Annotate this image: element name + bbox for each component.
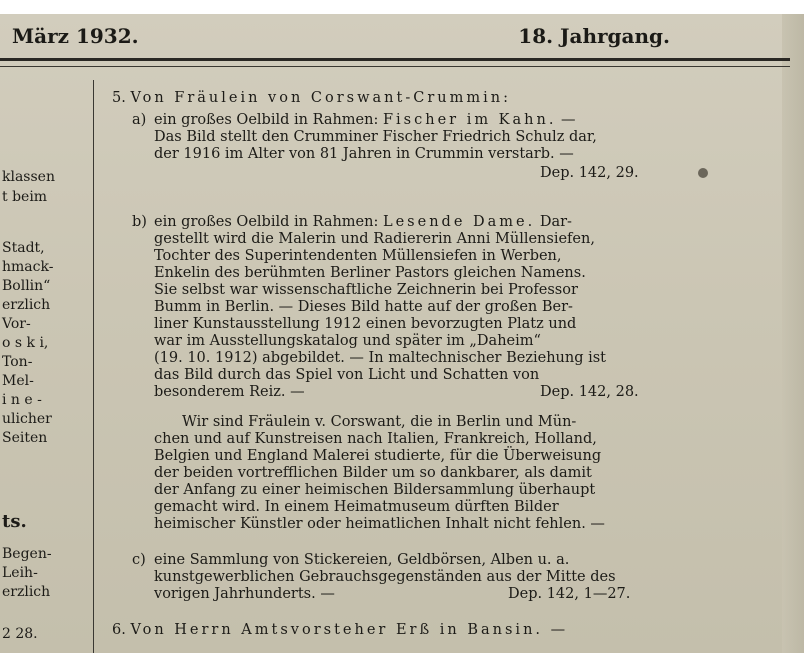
item-a-reference: Dep. 142, 29. — [540, 165, 639, 181]
scanned-page — [0, 14, 804, 653]
item-c-line: vorigen Jahrhunderts. — — [154, 586, 335, 602]
para-line: der beiden vortrefflichen Bilder um so dankbarer, als damit — [154, 465, 592, 481]
item-c-label: c) — [132, 552, 146, 568]
item-b-line: war im Ausstellungskatalog und später im „Daheim“ — [154, 333, 541, 349]
header-rule-thick — [0, 58, 790, 61]
left-column-fragment: i n e - — [2, 392, 42, 408]
left-column-fragment: Mel- — [2, 373, 34, 389]
item-b-line: Bumm in Berlin. — Dieses Bild hatte auf der großen Ber- — [154, 299, 573, 315]
item5-heading — [112, 90, 511, 107]
para-line: gemacht wird. In einem Heimatmuseum dürften Bilder — [154, 499, 559, 515]
left-column-fragments — [0, 14, 90, 653]
left-column-fragment: Bollin“ — [2, 278, 51, 294]
item-b-line: besonderem Reiz. — — [154, 384, 305, 400]
item-b-text: ein großes Oelbild in Rahmen: — [154, 214, 383, 230]
left-column-fragment: ulicher — [2, 411, 52, 427]
left-column-fragment: Vor- — [2, 316, 31, 332]
para-line: chen und auf Kunstreisen nach Italien, Frankreich, Holland, — [154, 431, 597, 447]
item5-number: 5. — [112, 90, 126, 106]
left-column-fragment: Stadt, — [2, 240, 45, 256]
left-column-fragment: erzlich — [2, 297, 51, 313]
item-c-line: eine Sammlung von Stickereien, Geldbörsen, Alben u. a. — [154, 552, 570, 568]
item-b-line: Enkelin des berühmten Berliner Pastors gleichen Namens. — [154, 265, 586, 281]
paper-spot — [698, 168, 708, 178]
item-c-reference: Dep. 142, 1—27. — [508, 586, 631, 602]
item5-title: Von Fräulein von Corswant-Crummin: — [130, 90, 511, 106]
item-c-line: kunstgewerblichen Gebrauchsgegenständen aus der Mitte des — [154, 569, 616, 585]
left-column-fragment: o s k i, — [2, 335, 49, 351]
header-date: März 1932. — [12, 24, 139, 48]
item-a-line-3: der 1916 im Alter von 81 Jahren in Crummin verstarb. — — [154, 146, 574, 162]
item-b-line: Tochter des Superintendenten Müllensiefen in Werben, — [154, 248, 562, 264]
item-b-line: Sie selbst war wissenschaftliche Zeichnerin bei Professor — [154, 282, 578, 298]
left-column-fragment: klassen — [2, 169, 55, 185]
left-column-fragment: ts. — [2, 511, 27, 532]
item-b-after-title: Dar- — [535, 214, 572, 230]
column-divider — [93, 80, 94, 653]
left-column-fragment: Ton- — [2, 354, 33, 370]
item-b-line: das Bild durch das Spiel von Licht und Schatten von — [154, 367, 540, 383]
item-b-title: Lesende Dame. — [382, 214, 536, 230]
item-b-line: liner Kunstausstellung 1912 einen bevorzugten Platz und — [154, 316, 577, 332]
left-column-fragment: erzlich — [2, 584, 51, 600]
para-line: Wir sind Fräulein v. Corswant, die in Berlin und Mün- — [182, 414, 577, 430]
para-line: heimischer Künstler oder heimatlichen Inhalt nicht fehlen. — — [154, 516, 605, 532]
left-column-fragment: 2 28. — [2, 626, 38, 642]
item-a-label: a) — [132, 112, 147, 128]
item6-title: Von Herrn Amtsvorsteher Erß in Bansin. — — [130, 622, 569, 638]
item-b-reference: Dep. 142, 28. — [540, 384, 639, 400]
header-volume: 18. Jahrgang. — [518, 24, 670, 48]
para-line: Belgien und England Malerei studierte, für die Überweisung — [154, 448, 602, 464]
page-edge — [782, 14, 804, 653]
item-b-line-1 — [154, 214, 572, 231]
item-a-text: ein großes Oelbild in Rahmen: — [154, 112, 383, 128]
left-column-fragment: Leih- — [2, 565, 38, 581]
item6-heading — [112, 622, 568, 639]
item-b-line: (19. 10. 1912) abgebildet. — In maltechnischer Beziehung ist — [154, 350, 607, 366]
running-header — [0, 14, 790, 60]
item-b-line: gestellt wird die Malerin und Radiererin Anni Müllensiefen, — [154, 231, 595, 247]
left-column-fragment: Begen- — [2, 546, 52, 562]
left-column-fragment: t beim — [2, 189, 48, 205]
left-column-fragment: hmack- — [2, 259, 54, 275]
item-a-dash: — — [556, 112, 576, 128]
item-a-line-2: Das Bild stellt den Crumminer Fischer Friedrich Schulz dar, — [154, 129, 597, 145]
para-line: der Anfang zu einer heimischen Bildersammlung überhaupt — [154, 482, 596, 498]
item-b-label: b) — [132, 214, 147, 230]
left-column-fragment: Seiten — [2, 430, 48, 446]
item-a-title: Fischer im Kahn. — [382, 112, 557, 128]
item-a-line-1 — [154, 112, 576, 129]
header-rule-thin — [0, 66, 790, 67]
item6-number: 6. — [112, 622, 126, 638]
